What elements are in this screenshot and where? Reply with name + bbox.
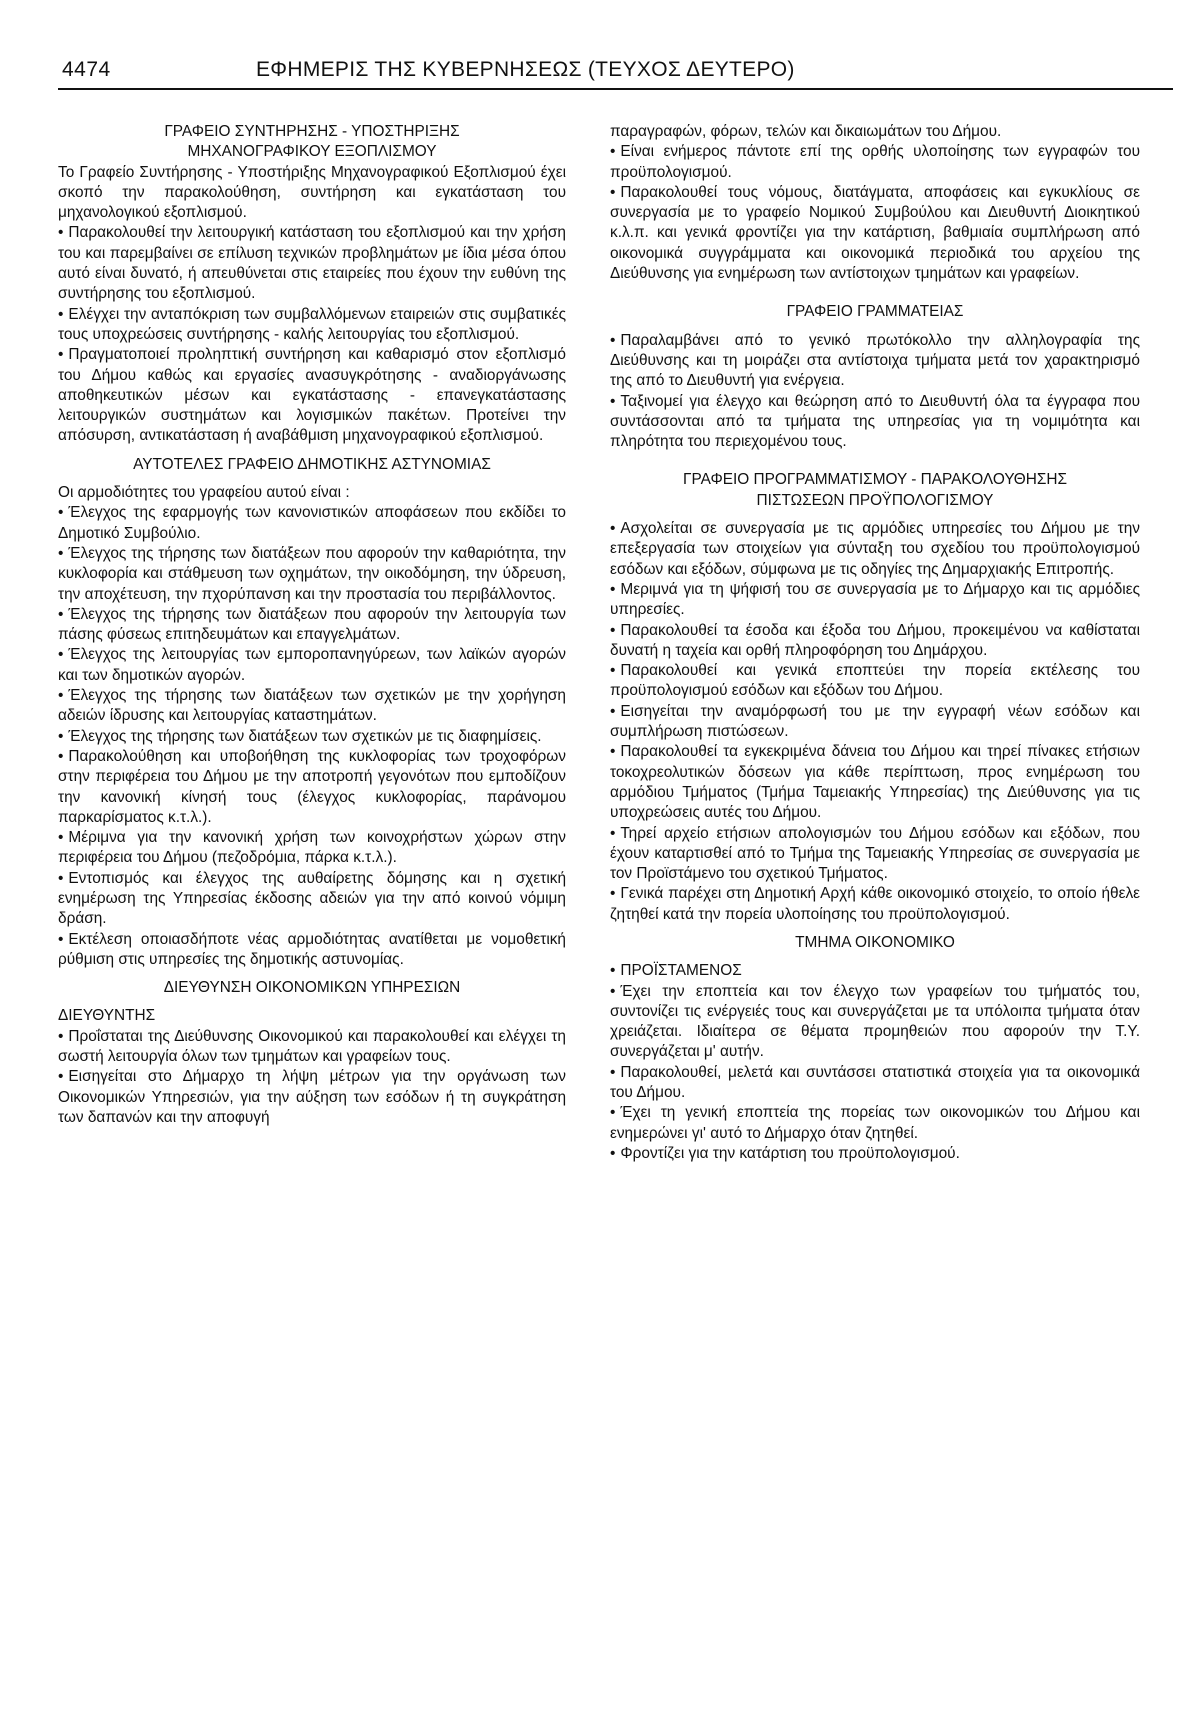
bullet-paragraph: • Πραγματοποιεί προληπτική συντήρηση και καθαρισμό στον εξοπλισμό του Δήμου καθώς και εργασίες ανασυγκρότησης - αναδιοργάνωσης αποθηκευτικών μέσων και εγκατάστασης - επανεγκατάστασης λειτουργικών συστημάτων και λογισμικών πακέτων. Προτείνει την απόσυρση, αντικατάσταση ή αναβάθμιση μηχανογραφικού εξοπλισμού. xyxy=(58,345,566,446)
section-heading: ΓΡΑΦΕΙΟ ΓΡΑΜΜΑΤΕΙΑΣ xyxy=(786,303,964,321)
bullet-paragraph: • Εντοπισμός και έλεγχος της αυθαίρετης δόμησης και η σχετική ενημέρωση της Υπηρεσίας έκδοσης αδειών για την από κοινού νόμιμη δράση. xyxy=(58,869,566,930)
bullet-paragraph: • Παρακολουθεί τα έσοδα και έξοδα του Δήμου, προκειμένου να καθίσταται δυνατή η ταχεία και ορθή πληροφόρηση του Δημάρχου. xyxy=(610,621,1140,662)
bullet-paragraph: • Παρακολουθεί τα εγκεκριμένα δάνεια του Δήμου και τηρεί πίνακες ετήσιων τοκοχρεολυτικών δόσεων για κάθε περίπτωση, προς ενημέρωση του αρμόδιου Τμήματος (Τμήμα Ταμειακής Υπηρεσίας) της Διεύθυνσης για τις υποχρεώσεις αυτές του Δήμου. xyxy=(610,742,1140,823)
bullet-paragraph: • Εισηγείται στο Δήμαρχο τη λήψη μέτρων για την οργάνωση των Οικονομικών Υπηρεσιών, για την αύξηση των εσόδων ή τη συγκράτηση των δαπανών και την αποφυγή xyxy=(58,1067,566,1128)
bullet-paragraph: • Είναι ενήμερος πάντοτε επί της ορθής υλοποίησης των εγγραφών του προϋπολογισμού. xyxy=(610,142,1140,183)
page-header xyxy=(58,54,1173,88)
bullet-paragraph: • Παρακολουθεί, μελετά και συντάσσει στατιστικά στοιχεία για τα οικονομικά του Δήμου. xyxy=(610,1063,1140,1104)
bullet-paragraph: • Μεριμνά για τη ψήφισή του σε συνεργασία με το Δήμαρχο και τις αρμόδιες υπηρεσίες. xyxy=(610,580,1140,621)
bullet-paragraph: • Έλεγχος της τήρησης των διατάξεων των σχετικών με τις διαφημίσεις. xyxy=(58,727,566,747)
section-heading: ΓΡΑΦΕΙΟ ΠΡΟΓΡΑΜΜΑΤΙΣΜΟΥ - ΠΑΡΑΚΟΛΟΥΘΗΣΗΣ xyxy=(683,471,1067,489)
section-heading: ΜΗΧΑΝΟΓΡΑΦΙΚΟΥ ΕΞΟΠΛΙΣΜΟΥ xyxy=(187,143,437,161)
paragraph: ΔΙΕΥΘΥΝΤΗΣ xyxy=(58,1007,156,1025)
paragraph: Το Γραφείο Συντήρησης - Υποστήριξης Μηχανογραφικού Εξοπλισμού έχει σκοπό την παρακολούθηση, συντήρηση και εγκατάσταση του μηχανολογικού εξοπλισμού. xyxy=(58,163,566,222)
header-rule xyxy=(58,88,1173,90)
paragraph: παραγραφών, φόρων, τελών και δικαιωμάτων του Δήμου. xyxy=(610,123,1002,140)
bullet-paragraph: • Παραλαμβάνει από το γενικό πρωτόκολλο την αλληλογραφία της Διεύθυνσης και τη μοιράζει στα αντίστοιχα τμήματα μετά τον χαρακτηρισμό της από το Διευθυντή για ενέργεια. xyxy=(610,331,1140,392)
bullet-paragraph: • Έχει τη γενική εποπτεία της πορείας των οικονομικών του Δήμου και ενημερώνει γι' αυτό το Δήμαρχο όταν ζητηθεί. xyxy=(610,1103,1140,1144)
bullet-paragraph: • Έλεγχος της τήρησης των διατάξεων που αφορούν την καθαριότητα, την κυκλοφορία και στάθμευση των οχημάτων, την οικοδόμηση, την ύδρευση, την αποχέτευση, την πχορύπανση και την προστασία του περιβάλλοντος. xyxy=(58,544,566,605)
bullet-paragraph: • Έλεγχος της λειτουργίας των εμποροπανηγύρεων, των λαϊκών αγορών και των δημοτικών αγορών. xyxy=(58,645,566,686)
bullet-paragraph: • Τηρεί αρχείο ετήσιων απολογισμών του Δήμου εσόδων και εξόδων, που έχουν καταρτισθεί από το Τμήμα της Ταμειακής Υπηρεσίας σε συνεργασία με τον Προϊστάμενο του σχετικού Τμήματος. xyxy=(610,824,1140,885)
left-column xyxy=(58,122,566,1128)
page-number: 4474 xyxy=(62,58,111,81)
bullet-paragraph: • Έχει την εποπτεία και τον έλεγχο των γραφείων του τμήματός του, συντονίζει τις ενέργειές τους και συνεργάζεται με τα υπόλοιπα τμήματα όταν χρειάζεται. Ιδιαίτερα σε θέματα προμηθειών που αφορούν την Τ.Υ. συνεργάζεται μ' αυτήν. xyxy=(610,982,1140,1063)
section-heading: ΓΡΑΦΕΙΟ ΣΥΝΤΗΡΗΣΗΣ - ΥΠΟΣΤΗΡΙΞΗΣ xyxy=(164,123,460,140)
paragraph: Οι αρμοδιότητες του γραφείου αυτού είναι : xyxy=(58,484,350,502)
bullet-paragraph: • Ασχολείται σε συνεργασία με τις αρμόδιες υπηρεσίες του Δήμου με την επεξεργασία των στοιχείων για σύνταξη του σχεδίου του προϋπολογισμού εσόδων και εξόδων, σύμφωνα με τις οδηγίες της Δημαρχιακής Επιτροπής. xyxy=(610,519,1140,580)
right-column xyxy=(610,122,1140,1164)
bullet-paragraph: • Εισηγείται την αναμόρφωσή του με την εγγραφή νέων εσόδων και συμπλήρωση πιστώσεων. xyxy=(610,702,1140,743)
section-heading: ΔΙΕΥΘΥΝΣΗ ΟΙΚΟΝΟΜΙΚΩΝ ΥΠΗΡΕΣΙΩΝ xyxy=(163,979,461,997)
section-heading: ΑΥΤΟΤΕΛΕΣ ΓΡΑΦΕΙΟ ΔΗΜΟΤΙΚΗΣ ΑΣΤΥΝΟΜΙΑΣ xyxy=(133,455,491,473)
bullet-paragraph: • Ελέγχει την ανταπόκριση των συμβαλλόμενων εταιρειών στις συμβατικές τους υποχρεώσεις συντήρησης - καλής λειτουργίας του εξοπλισμού. xyxy=(58,305,566,346)
bullet-paragraph: • Παρακολουθεί την λειτουργική κατάσταση του εξοπλισμού και την χρήση του και παρεμβαίνει σε επίλυση τεχνικών προβλημάτων με ίδια μέσα όπου αυτό είναι δυνατό, ή απευθύνεται στις εταιρείες που έχουν την ευθύνη της συντήρησης του εξοπλισμού. xyxy=(58,223,566,304)
section-heading: ΤΜΗΜΑ ΟΙΚΟΝΟΜΙΚΟ xyxy=(795,933,955,951)
bullet-paragraph: • Προΐσταται της Διεύθυνσης Οικονομικού και παρακολουθεί και ελέγχει τη σωστή λειτουργία όλων των τμημάτων και γραφείων τους. xyxy=(58,1027,566,1068)
bullet-paragraph: • ΠΡΟΪΣΤΑΜΕΝΟΣ xyxy=(610,961,1140,981)
running-title: ΕΦΗΜΕΡΙΣ ΤΗΣ ΚΥΒΕΡΝΗΣΕΩΣ (ΤΕΥΧΟΣ ΔΕΥΤΕΡΟ) xyxy=(256,58,795,81)
bullet-paragraph: • Μέριμνα για την κανονική χρήση των κοινοχρήστων χώρων στην περιφέρεια του Δήμου (πεζοδρόμια, πάρκα κ.τ.λ.). xyxy=(58,828,566,869)
bullet-paragraph: • Ταξινομεί για έλεγχο και θεώρηση από το Διευθυντή όλα τα έγγραφα που συντάσσονται από τα τμήματα της υπηρεσίας για τη νομιμότητα και πληρότητα του περιεχομένου τους. xyxy=(610,392,1140,453)
bullet-paragraph: • Γενικά παρέχει στη Δημοτική Αρχή κάθε οικονομικό στοιχείο, το οποίο ήθελε ζητηθεί κατά την πορεία υλοποίησης του προϋπολογισμού. xyxy=(610,884,1140,925)
bullet-paragraph: • Έλεγχος της εφαρμογής των κανονιστικών αποφάσεων που εκδίδει το Δημοτικό Συμβούλιο. xyxy=(58,503,566,544)
bullet-paragraph: • Φροντίζει για την κατάρτιση του προϋπολογισμού. xyxy=(610,1144,1140,1164)
bullet-paragraph: • Έλεγχος της τήρησης των διατάξεων των σχετικών με την χορήγηση αδειών ίδρυσης και λειτουργίας καταστημάτων. xyxy=(58,686,566,727)
bullet-paragraph: • Παρακολουθεί και γενικά εποπτεύει την πορεία εκτέλεσης του προϋπολογισμού εσόδων και εξόδων του Δήμου. xyxy=(610,661,1140,702)
bullet-paragraph: • Παρακολουθεί τους νόμους, διατάγματα, αποφάσεις και εγκυκλίους σε συνεργασία με το γραφείο Νομικού Συμβούλου και Διευθυντή Διοικητικού κ.λ.π. και γενικά φροντίζει για την κατάρτιση, βαθμιαία συμπλήρωση από οικονομικά συγγράμματα και οικονομικά περιοδικά του αρχείου της Διεύθυνσης για ενημέρωση των αντίστοιχων τμημάτων και γραφείων. xyxy=(610,183,1140,284)
bullet-paragraph: • Παρακολούθηση και υποβοήθηση της κυκλοφορίας των τροχοφόρων στην περιφέρεια του Δήμου με την αποτροπή γεγονότων που εμποδίζουν την κανονική κίνησή τους (έλεγχος κυκλοφορίας, παράνομου παρκαρίσματος κ.τ.λ.). xyxy=(58,747,566,828)
section-heading: ΠΙΣΤΩΣΕΩΝ ΠΡΟΫΠΟΛΟΓΙΣΜΟΥ xyxy=(756,491,994,509)
bullet-paragraph: • Έλεγχος της τήρησης των διατάξεων που αφορούν την λειτουργία των πάσης φύσεως επιτηδευμάτων και επαγγελμάτων. xyxy=(58,605,566,646)
bullet-paragraph: • Εκτέλεση οποιασδήποτε νέας αρμοδιότητας ανατίθεται με νομοθετική ρύθμιση στις υπηρεσίες της δημοτικής αστυνομίας. xyxy=(58,930,566,971)
